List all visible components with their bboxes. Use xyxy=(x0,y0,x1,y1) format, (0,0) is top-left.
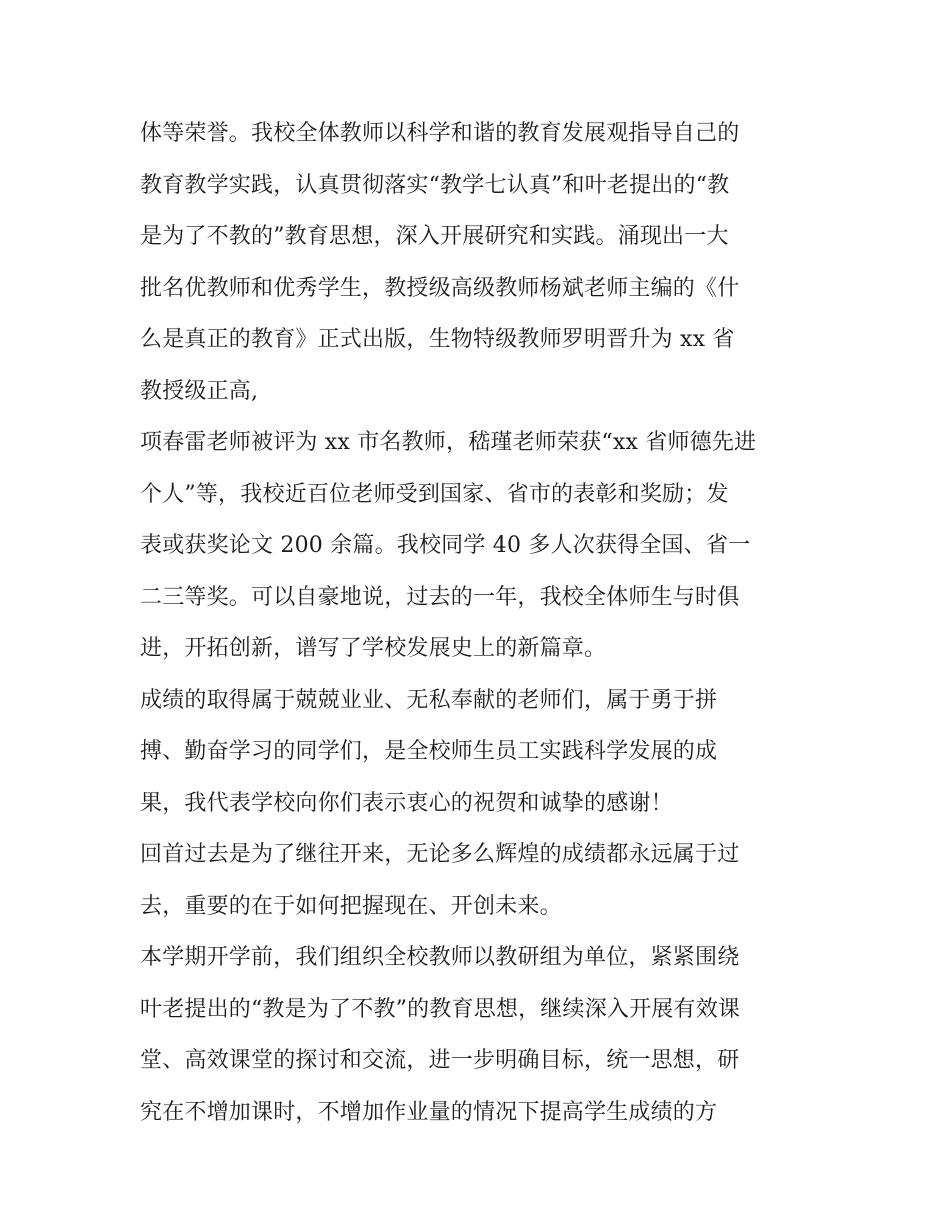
text-line: 二三等奖。可以自豪地说，过去的一年，我校全体师生与时俱 xyxy=(140,584,740,610)
text-line: 体等荣誉。我校全体教师以科学和谐的教育发展观指导自己的 xyxy=(140,121,740,146)
text-line: 本学期开学前，我们组织全校教师以教研组为单位，紧紧围绕 xyxy=(140,945,740,970)
text-line: 项春雷老师被评为 xx 市名教师，嵇瑾老师荣获“xx 省师德先进 xyxy=(140,430,757,455)
text-line: 是为了不教的”教育思想，深入开展研究和实践。涌现出一大 xyxy=(140,224,729,249)
text-line: 个人”等，我校近百位老师受到国家、省市的表彰和奖励；发 xyxy=(140,481,729,507)
document-body xyxy=(140,108,820,1138)
text-line: 回首过去是为了继往开来，无论多么辉煌的成绩都永远属于过 xyxy=(140,842,740,867)
text-line: 成绩的取得属于兢兢业业、无私奉献的老师们，属于勇于拼 xyxy=(140,687,718,713)
text-line: 去，重要的在于如何把握现在、开创未来。 xyxy=(140,893,562,919)
text-line: 教育教学实践，认真贯彻落实“教学七认真”和叶老提出的“教 xyxy=(140,172,730,198)
text-line: 堂、高效课堂的探讨和交流，进一步明确目标，统一思想，研 xyxy=(140,1048,740,1073)
text-line: 表或获奖论文 200 余篇。我校同学 40 多人次获得全国、省一 xyxy=(140,533,751,558)
text-line: 么是真正的教育》正式出版，生物特级教师罗明晋升为 xx 省 xyxy=(140,327,735,352)
text-line: 进，开拓创新，谱写了学校发展史上的新篇章。 xyxy=(140,636,607,661)
text-line: 果，我代表学校向你们表示衷心的祝贺和诚挚的感谢！ xyxy=(140,790,673,816)
text-line: 究在不增加课时，不增加作业量的情况下提高学生成绩的方 xyxy=(140,1099,718,1125)
text-line: 教授级正高, xyxy=(140,378,259,404)
text-line: 叶老提出的“教是为了不教”的教育思想，继续深入开展有效课 xyxy=(140,996,741,1022)
text-line: 搏、勤奋学习的同学们，是全校师生员工实践科学发展的成 xyxy=(140,739,718,764)
text-line: 批名优教师和优秀学生，教授级高级教师杨斌老师主编的《什 xyxy=(140,275,740,301)
